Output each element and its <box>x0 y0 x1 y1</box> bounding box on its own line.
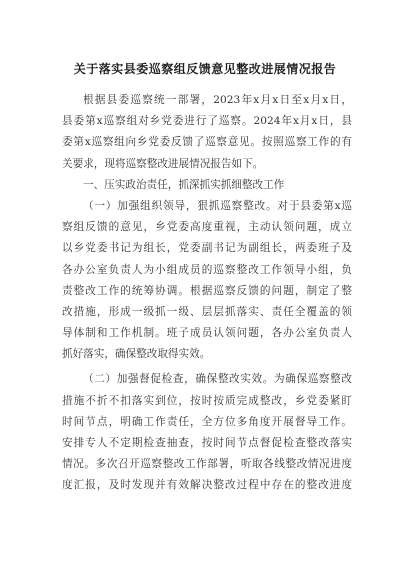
text-line: 委第x巡察组向乡党委反馈了巡察意见。按照巡察工作的有 <box>62 136 352 149</box>
paragraph-intro <box>62 90 352 175</box>
text-line: 导体制和工作机制。班子成员认领问题，各办公室负责人 <box>62 327 352 340</box>
document-body <box>62 90 352 497</box>
text-line: 抓好落实，确保整改取得实效。 <box>62 348 211 361</box>
document-title: 关于落实县委巡察组反馈意见整改进展情况报告 <box>73 62 337 76</box>
text-line: 情况。多次召开巡察整改工作部署，听取各线整改情况进度 <box>62 458 352 471</box>
text-line: 责整改工作的统筹协调。根据巡察反馈的问题，制定了整 <box>62 284 352 297</box>
text-line: 度汇报，及时发现并有效解决整改过程中存在的整改进度 <box>62 479 352 492</box>
text-line: 县委第x巡察组对乡党委进行了巡察。2024年x月x日，县 <box>62 115 352 128</box>
paragraph-section-1-2 <box>62 369 352 496</box>
text-line: （一）加强组织领导，狠抓巡察整改。对于县委第x巡 <box>83 199 352 212</box>
text-line: 察组反馈的意见，乡党委高度重视，主动认领问题，成立 <box>62 221 352 234</box>
section-heading <box>62 175 352 196</box>
paragraph-section-1-1 <box>62 196 352 366</box>
text-line: 以乡党委书记为组长，党委副书记为副组长，两委班子及 <box>62 242 352 255</box>
text-line: 一、压实政治责任，抓深抓实抓细整改工作 <box>83 178 285 191</box>
text-line: 根据县委巡察统一部署，2023年x月x日至x月x日， <box>83 94 352 106</box>
text-line: 各办公室负责人为小组成员的巡察整改工作领导小组，负 <box>62 263 352 276</box>
text-line: 措施不折不扣落实到位，按时按质完成整改，乡党委紧盯 <box>62 394 352 407</box>
text-line: （二）加强督促检查，确保整改实效。为确保巡察整改 <box>83 373 352 386</box>
text-line: 时间节点，明确工作责任，全方位多角度开展督导工作。 <box>62 415 352 428</box>
text-line: 改措施，形成一级抓一级、层层抓落实、责任全覆盖的领 <box>62 305 352 318</box>
text-line: 关要求，现将巡察整改进展情况报告如下。 <box>62 157 264 170</box>
text-line: 安排专人不定期检查抽查，按时间节点督促检查整改落实 <box>62 437 352 449</box>
